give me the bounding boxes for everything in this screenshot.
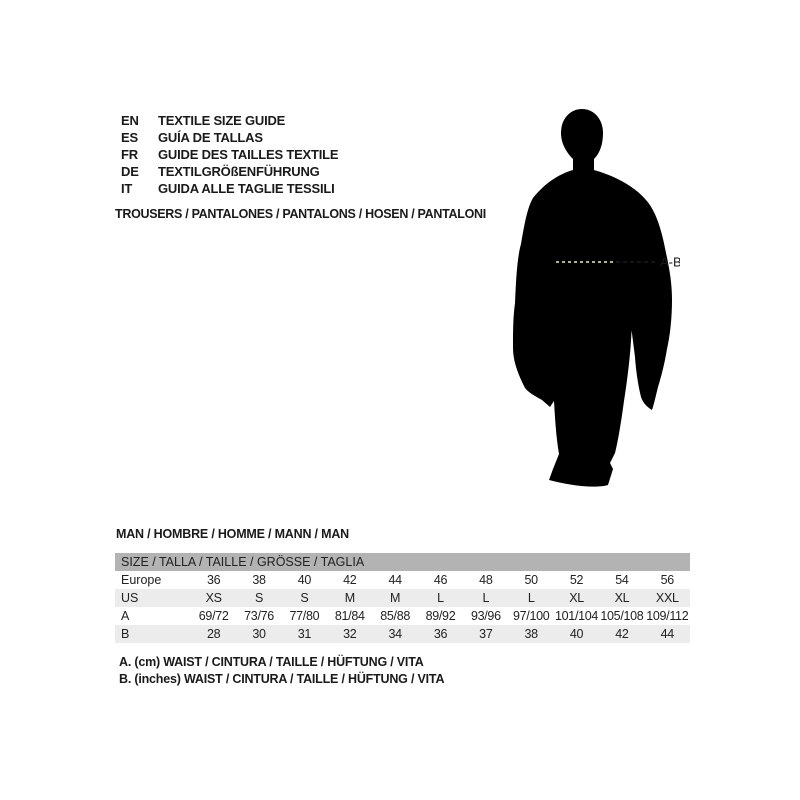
table-cell: L [437, 591, 444, 605]
note-b: B. (inches) WAIST / CINTURA / TAILLE / HÜFTUNG / VITA [119, 672, 445, 686]
table-header: SIZE / TALLA / TAILLE / GRÖSSE / TAGLIA [115, 553, 690, 571]
table-cell: 105/108 [600, 609, 644, 623]
table-cell: 52 [569, 573, 584, 587]
table-cell: 93/96 [470, 609, 501, 623]
table-cell: 42 [615, 627, 629, 641]
table-cell: 89/92 [425, 609, 456, 623]
table-cell: 81/84 [334, 609, 365, 623]
table-cell: 31 [297, 627, 312, 641]
language-title: TEXTILE SIZE GUIDE [158, 113, 286, 128]
language-legend [121, 112, 338, 197]
table-cell: S [255, 591, 264, 605]
table-cell: 28 [207, 627, 221, 641]
language-row [121, 163, 338, 180]
table-cell: 48 [479, 573, 493, 587]
table-cell: 37 [479, 627, 493, 641]
language-row [121, 129, 338, 146]
section-title: MAN / HOMBRE / HOMME / MANN / MAN [116, 527, 349, 541]
table-row-a-cm [115, 607, 690, 625]
measurement-notes [119, 654, 444, 688]
table-cell: 32 [343, 627, 357, 641]
table-cell: 40 [569, 627, 584, 641]
row-label: A [121, 609, 130, 623]
table-cell: 101/104 [555, 609, 599, 623]
table-cell: M [344, 591, 355, 605]
measure-label-ab: A-B [660, 254, 680, 270]
silhouette-shape [513, 109, 672, 487]
language-title: TEXTILGRÖßENFÜHRUNG [158, 164, 320, 179]
language-code: FR [121, 147, 138, 162]
row-label: Europe [121, 573, 162, 587]
table-cell: 50 [524, 573, 538, 587]
table-cell: XXL [655, 591, 679, 605]
row-label: US [121, 591, 139, 605]
note-a: A. (cm) WAIST / CINTURA / TAILLE / HÜFTUNG / VITA [119, 655, 424, 669]
category-title: TROUSERS / PANTALONES / PANTALONS / HOSEN / PANTALONI [115, 207, 486, 221]
table-row-europe [115, 571, 690, 589]
row-label: B [121, 627, 130, 641]
table-cell: 34 [388, 627, 402, 641]
language-code: DE [121, 164, 139, 179]
language-title: GUÍA DE TALLAS [158, 130, 263, 145]
table-cell: 30 [252, 627, 266, 641]
table-cell: L [527, 591, 535, 605]
table-cell: M [390, 591, 401, 605]
table-cell: 77/80 [289, 609, 320, 623]
table-cell: 85/88 [380, 609, 410, 623]
size-table [115, 553, 690, 643]
table-cell: 97/100 [512, 609, 550, 623]
table-cell: 109/112 [646, 609, 689, 623]
table-cell: 54 [615, 573, 629, 587]
table-cell: XS [205, 591, 222, 605]
language-code: IT [121, 181, 133, 196]
table-cell: 44 [388, 573, 402, 587]
language-code: ES [121, 130, 138, 145]
table-cell: 69/72 [198, 609, 229, 623]
language-code: EN [121, 113, 139, 128]
table-cell: XL [614, 591, 630, 605]
table-cell: 36 [207, 573, 221, 587]
table-cell: 36 [433, 627, 448, 641]
table-cell: 38 [524, 627, 538, 641]
language-row [121, 180, 338, 197]
table-row-b-inches [115, 625, 690, 643]
man-silhouette [495, 103, 680, 493]
language-title: GUIDE DES TAILLES TEXTILE [158, 147, 339, 162]
table-cell: 73/76 [244, 609, 274, 623]
language-title: GUIDA ALLE TAGLIE TESSILI [158, 181, 335, 196]
man-silhouette-figure [495, 103, 680, 493]
table-cell: 40 [297, 573, 312, 587]
table-cell: S [300, 591, 309, 605]
table-cell: 44 [660, 627, 674, 641]
table-cell: 46 [433, 573, 448, 587]
table-cell: 42 [343, 573, 357, 587]
table-cell: L [482, 591, 490, 605]
language-row [121, 112, 338, 129]
table-cell: XL [569, 591, 584, 605]
table-cell: 38 [252, 573, 266, 587]
table-row-us [115, 589, 690, 607]
language-row [121, 146, 338, 163]
table-cell: 56 [660, 573, 674, 587]
